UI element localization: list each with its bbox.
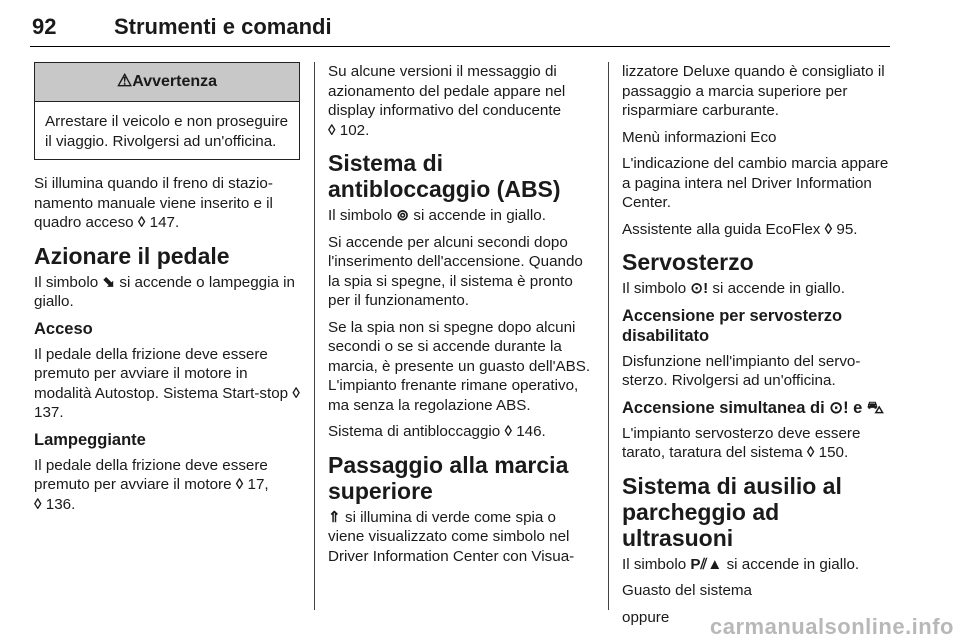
lamp-desc: Il pedale della frizione deve essere premuto per avviare il motore [34,456,268,493]
abs-post: si accende in giallo. [413,207,546,224]
pedal-message-desc: Su alcune versioni il messaggio di azionamento del pedale appare nel display informativo del conducente [328,63,566,119]
reference-arrow-icon: ◊ [235,476,244,493]
page-ref: 136. [45,495,76,513]
page-ref: 95. [836,220,858,238]
page-ref: 102. [339,121,370,139]
pedal-message-text [328,62,596,140]
column-divider-2 [608,62,609,610]
ecoflex-desc: Assistente alla guida EcoFlex [622,220,821,238]
heading-servo-disabilitato: Accensione per servosterzo disabilitato [622,306,843,345]
servo-symbol-text [622,279,890,299]
warning-title: Avvertenza [132,73,218,90]
page-title: Strumenti e comandi [114,14,332,39]
col3-paragraph-3: L'indicazione del cambio marcia appare a pagina intera nel Driver Information Center. [622,155,889,211]
heading-parcheggio: Sistema di ausilio al parcheggio ad ultrasuoni [622,472,842,551]
reference-arrow-icon: ◊ [328,121,336,139]
heading-servosterzo: Servosterzo [622,249,754,275]
marcia-text [328,508,596,567]
page-ref: 146. [516,423,546,440]
heading-abs: Sistema di antibloccaggio (ABS) [328,150,561,202]
car-icon: ⛍ [866,398,884,417]
azionare-text [34,273,300,312]
servo-disabilitato-text: Disfunzione nell'impianto del servosterzo. Rivolgersi ad un'officina. [622,352,861,389]
warning-body [35,102,299,159]
warning-box [34,62,300,160]
heading-lampeggiante: Lampeggiante [34,430,146,449]
page-number: 92 [32,14,57,39]
abs-pre: Il simbolo [328,207,393,224]
heading-marcia-superiore: Passaggio alla marcia superiore [328,451,569,504]
reference-arrow-icon: ◊ [137,214,146,231]
page-ref: 150. [818,444,849,461]
warning-text: Arrestare il veicolo e non proseguire il viaggio. Rivolgersi ad un'officina. [45,113,289,150]
abs-icon: ⊚ [396,207,410,224]
warning-triangle-icon: ⚠ [116,71,133,90]
abs-paragraph-4 [328,422,596,442]
park-symbol-text [622,555,890,575]
column-1 [34,62,300,521]
heading-acceso: Acceso [34,319,93,338]
reference-arrow-icon: ◊ [34,495,42,513]
simult-and: e [853,398,863,417]
col3-paragraph-4 [622,220,890,240]
parking-brake-text [34,174,300,233]
col3-paragraph-2: Menù informazioni Eco [622,128,777,146]
column-3 [622,62,890,634]
watermark: carmanualsonline.info [710,614,954,639]
col3-paragraph-1: lizzatore Deluxe quando è consigliato il passaggio a marcia superiore per risparmiare carburante. [622,63,885,119]
servo-pre: Il simbolo [622,280,687,297]
park-pre: Il simbolo [622,555,687,573]
reference-arrow-icon: ◊ [292,384,300,402]
reference-arrow-icon: ◊ [824,220,833,238]
page-ref: 147. [149,214,180,231]
park-post: si accende in giallo. [726,555,860,573]
parking-brake-desc: Si illumina quando il freno di stazionamento manuale viene inserito e il quadro acceso [34,175,273,231]
page-ref: 17, [247,476,269,493]
column-divider-1 [314,62,315,610]
abs-symbol-text [328,206,596,226]
upshift-icon: ⇑ [328,508,341,526]
reference-arrow-icon: ◊ [504,423,512,440]
page-ref: 137. [34,404,64,421]
marcia-desc: si illumina di verde come spia o viene visualizzato come simbolo nel Driver Information Center con Visua- [328,508,575,565]
heading-accensione-simultanea [622,398,890,418]
azionare-pre: Il simbolo [34,273,99,291]
warning-header [35,63,299,102]
parking-sensor-icon: P⫽▲ [690,555,723,573]
abs-ref-desc: Sistema di antibloccaggio [328,423,501,440]
guasto-text: Guasto del sistema [622,582,752,599]
heading-azionare-pedale: Azionare il pedale [34,242,230,269]
reference-arrow-icon: ◊ [806,444,815,461]
oppure-text: oppure [622,608,670,626]
servo-post: si accende in giallo. [712,280,845,297]
abs-paragraph-3: Se la spia non si spegne dopo alcuni secondi o se si accende durante la marcia, è presente un guasto dell'ABS. L'impianto frenante rimane operativo, ma senza la regolazione ABS. [328,318,591,414]
clutch-pedal-icon: ⬊ [102,273,116,291]
steering-warning-icon: ⊙! [690,280,709,297]
simult-desc: L'impianto servosterzo deve essere tarato, taratura del sistema [622,424,861,461]
simultanea-text [622,424,890,463]
page-header [30,6,890,47]
column-2 [328,62,596,573]
simult-label: Accensione simultanea di [622,398,825,417]
lampeggiante-text [34,456,300,515]
steering-warning-icon: ⊙! [829,398,849,417]
abs-paragraph-2: Si accende per alcuni secondi dopo l'inserimento dell'accensione. Quando la spia si spegne, il sistema è pronto per il funzionamento. [328,233,583,309]
azionare-post: si accende o lampeggia in giallo. [34,273,295,310]
acceso-text [34,345,300,423]
acceso-desc: Il pedale della frizione deve essere premuto per avviare il motore in modalità Autostop. Sistema Start-stop [34,345,289,402]
